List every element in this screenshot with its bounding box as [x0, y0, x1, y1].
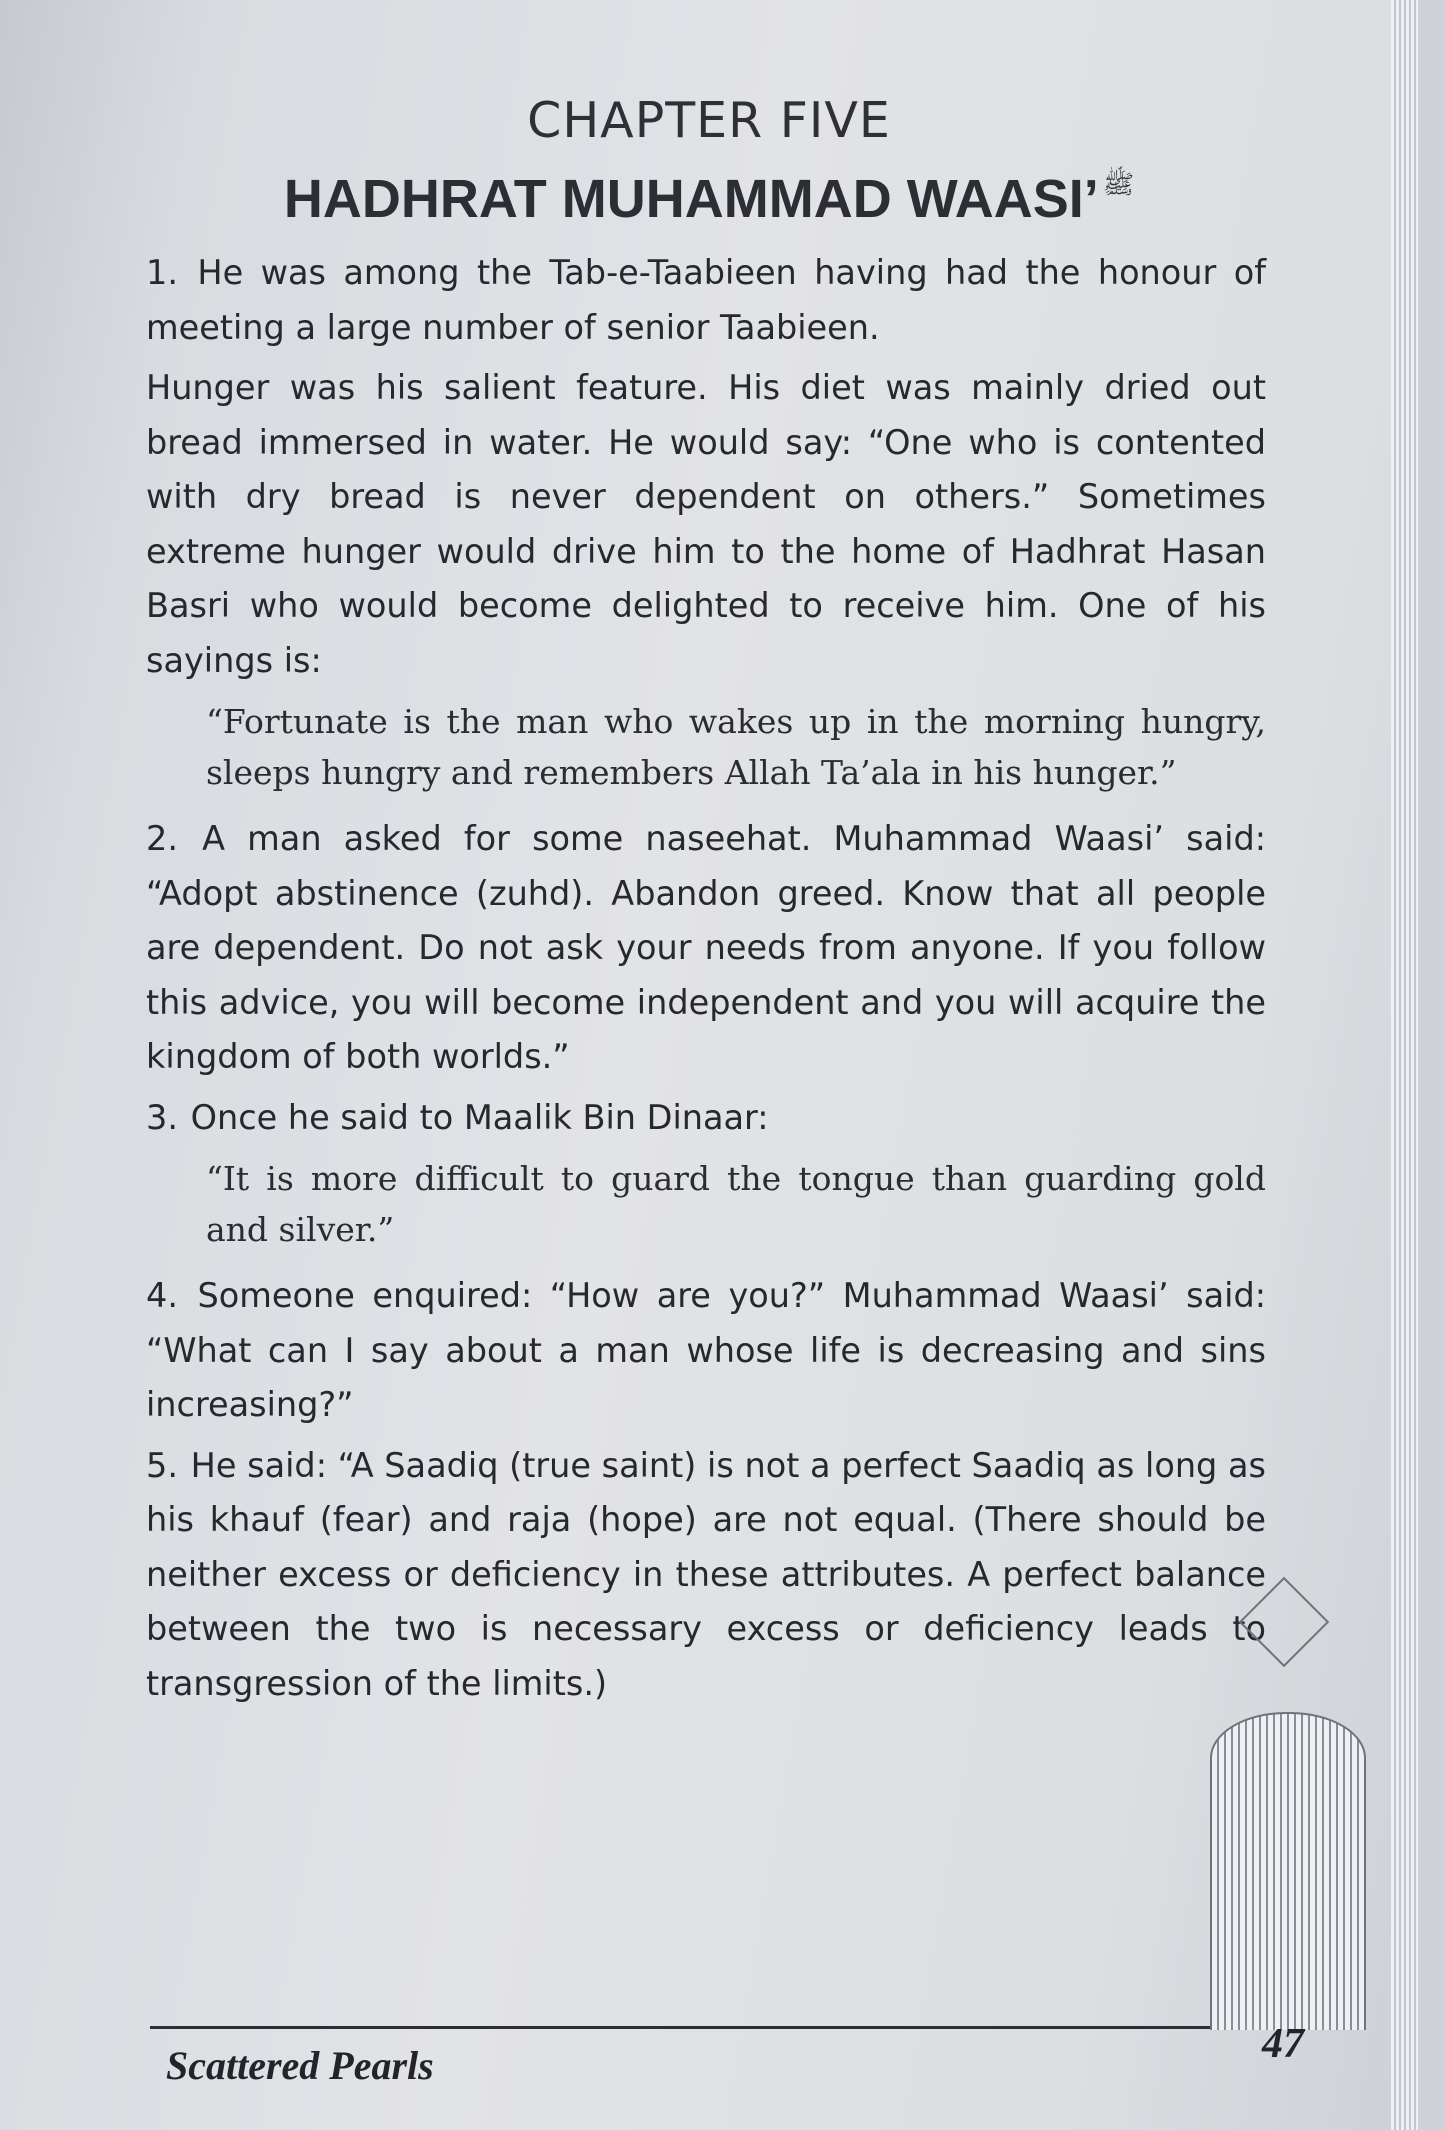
paragraph-5 [146, 1439, 1266, 1712]
paragraph-text: Once he said to Maalik Bin Dinaar: [190, 1097, 769, 1137]
paragraph-number: 2. [146, 819, 178, 858]
paragraph-1 [146, 246, 1266, 355]
pillar-ornament-icon [1210, 1712, 1366, 2030]
paragraph-number: 5. [146, 1445, 178, 1485]
paragraph-hunger: Hunger was his salient feature. His diet was mainly dried out bread immersed in water. He would say: “One who is contented with dry bread is never dependent on others.” Sometimes extreme hunger would drive him to the home of Hadhrat Hasan Basri who would become delighted to receive him. One of his sayings is: [146, 368, 1266, 680]
paragraph-text: Someone enquired: “How are you?” Muhammad Waasi’ said: “What can I say about a man whose life is decreasing and sins increasing?” [146, 1276, 1266, 1424]
running-footer-title: Scattered Pearls [166, 2043, 434, 2088]
paragraph-3 [146, 1091, 1266, 1146]
paragraph-text: He was among the Tab-e-Taabieen having had the honour of meeting a large number of senior Taabieen. [146, 253, 1266, 347]
paragraph-number: 4. [146, 1276, 178, 1315]
paragraph-text: A man asked for some naseehat. Muhammad Waasi’ said: “Adopt abstinence (zuhd). Abandon greed. Know that all people are dependent. Do not ask your needs from anyone. If you follow this advice, you will become independent and you will acquire the kingdom of both worlds.” [146, 819, 1266, 1076]
quote-fortunate: “Fortunate is the man who wakes up in the morning hungry, sleeps hungry and remembers Allah Ta’ala in his hunger.” [206, 702, 1266, 792]
paragraph-2 [146, 812, 1266, 1085]
chapter-label: CHAPTER FIVE [527, 92, 891, 149]
footer-rule [150, 2026, 1210, 2029]
paragraph-number: 3. [146, 1097, 178, 1137]
quote-tongue: “It is more difficult to guard the tongue than guarding gold and silver.” [206, 1159, 1266, 1249]
chapter-title [0, 168, 1418, 230]
chapter-title-text: HADHRAT MUHAMMAD WAASI’ [283, 169, 1099, 229]
paragraph-4 [146, 1269, 1266, 1433]
paragraph-number: 1. [146, 253, 178, 292]
body-text [146, 246, 1266, 1717]
page-number: 47 [1262, 2021, 1304, 2067]
page-edges [1391, 0, 1418, 2130]
rahmatullah-alayh-calligraphy-icon: ﷺ [1102, 169, 1135, 199]
paragraph-text: He said: “A Saadiq (true saint) is not a perfect Saadiq as long as his khauf (fear) and raja (hope) are not equal. (There should be neither excess or deficiency in these attributes. A perfect balance between the two is necessary excess or deficiency leads to transgression of the limits.) [146, 1445, 1266, 1703]
